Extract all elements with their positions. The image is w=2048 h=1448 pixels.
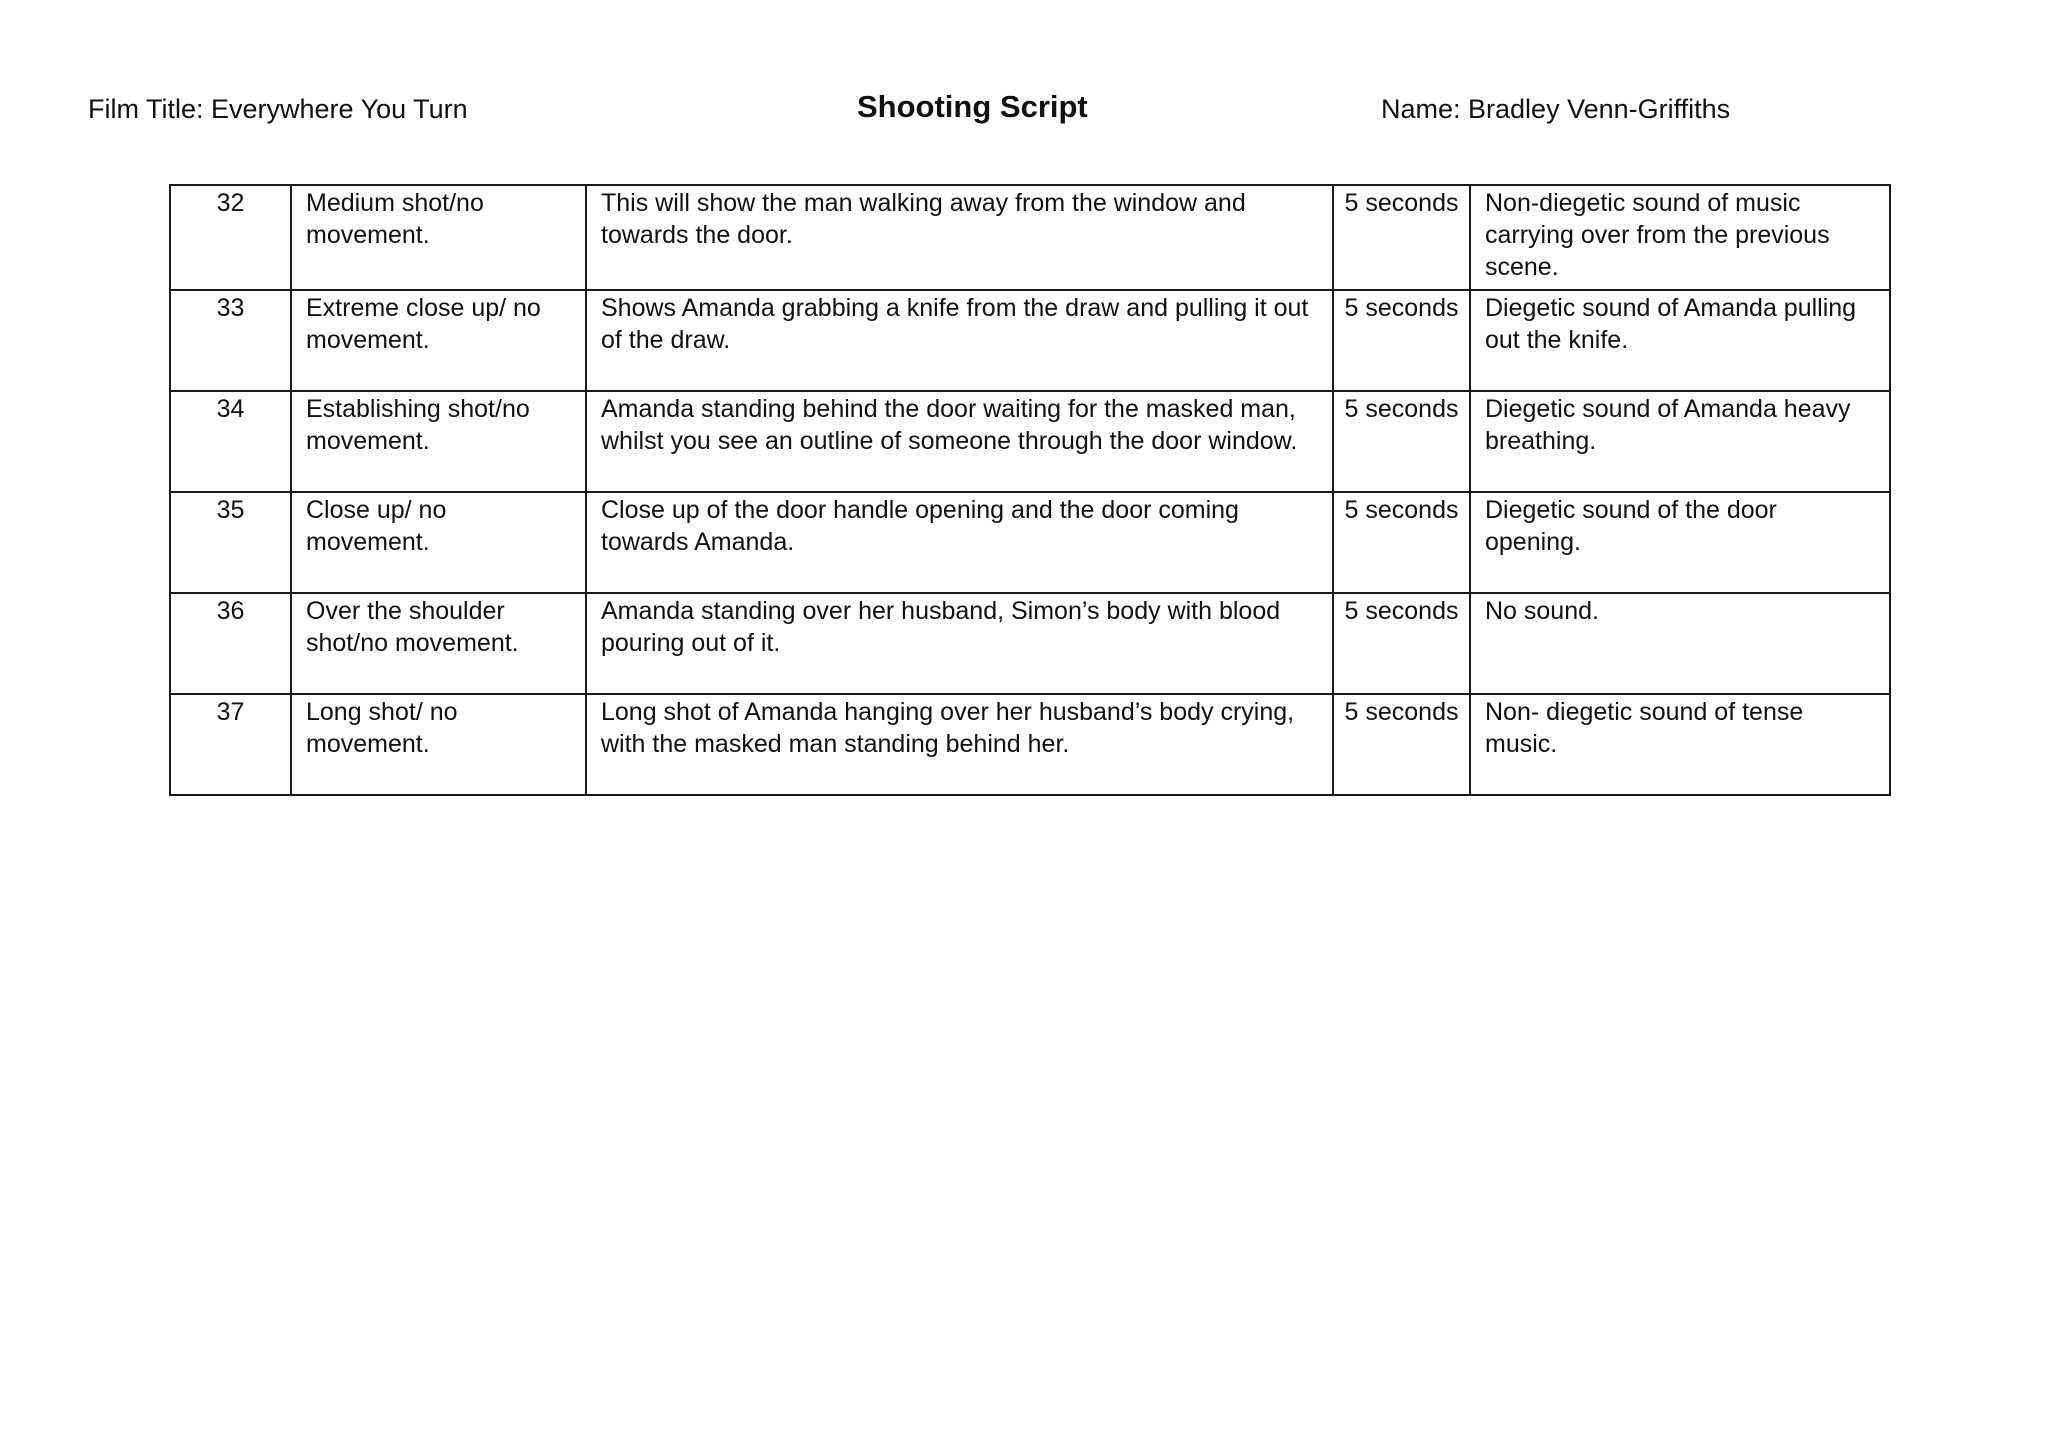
shot-sound: Diegetic sound of Amanda pulling out the knife. [1470, 290, 1890, 391]
shot-sound: Non- diegetic sound of tense music. [1470, 694, 1890, 795]
shooting-script-table [169, 184, 1891, 796]
shot-duration: 5 seconds [1333, 593, 1470, 694]
shot-description: Shows Amanda grabbing a knife from the draw and pulling it out of the draw. [586, 290, 1333, 391]
table-row [170, 593, 1890, 694]
table-row [170, 694, 1890, 795]
shot-number: 32 [170, 185, 291, 290]
shot-type: Long shot/ no movement. [291, 694, 586, 795]
table-row [170, 492, 1890, 593]
table-row [170, 391, 1890, 492]
shot-number: 37 [170, 694, 291, 795]
author-name: Name: Bradley Venn-Griffiths [1381, 94, 1731, 124]
shot-duration: 5 seconds [1333, 391, 1470, 492]
shot-sound: Diegetic sound of Amanda heavy breathing. [1470, 391, 1890, 492]
film-title: Film Title: Everywhere You Turn [88, 94, 468, 124]
shot-duration: 5 seconds [1333, 185, 1470, 290]
shot-description: Amanda standing behind the door waiting for the masked man, whilst you see an outline of someone through the door window. [586, 391, 1333, 492]
shot-type: Over the shoulder shot/no movement. [291, 593, 586, 694]
shot-type: Extreme close up/ no movement. [291, 290, 586, 391]
shot-description: Close up of the door handle opening and the door coming towards Amanda. [586, 492, 1333, 593]
shot-type: Close up/ no movement. [291, 492, 586, 593]
shot-number: 36 [170, 593, 291, 694]
shot-sound: Non-diegetic sound of music carrying over from the previous scene. [1470, 185, 1890, 290]
shot-number: 35 [170, 492, 291, 593]
document-title: Shooting Script [857, 89, 1088, 124]
shot-description: Long shot of Amanda hanging over her husband’s body crying, with the masked man standing behind her. [586, 694, 1333, 795]
shot-number: 34 [170, 391, 291, 492]
shot-type: Establishing shot/no movement. [291, 391, 586, 492]
shot-duration: 5 seconds [1333, 290, 1470, 391]
shot-description: Amanda standing over her husband, Simon’s body with blood pouring out of it. [586, 593, 1333, 694]
shot-type: Medium shot/no movement. [291, 185, 586, 290]
shot-description: This will show the man walking away from the window and towards the door. [586, 185, 1333, 290]
shot-sound: Diegetic sound of the door opening. [1470, 492, 1890, 593]
shot-duration: 5 seconds [1333, 694, 1470, 795]
table-row [170, 290, 1890, 391]
shot-number: 33 [170, 290, 291, 391]
table-row [170, 185, 1890, 290]
shot-duration: 5 seconds [1333, 492, 1470, 593]
shot-sound: No sound. [1470, 593, 1890, 694]
